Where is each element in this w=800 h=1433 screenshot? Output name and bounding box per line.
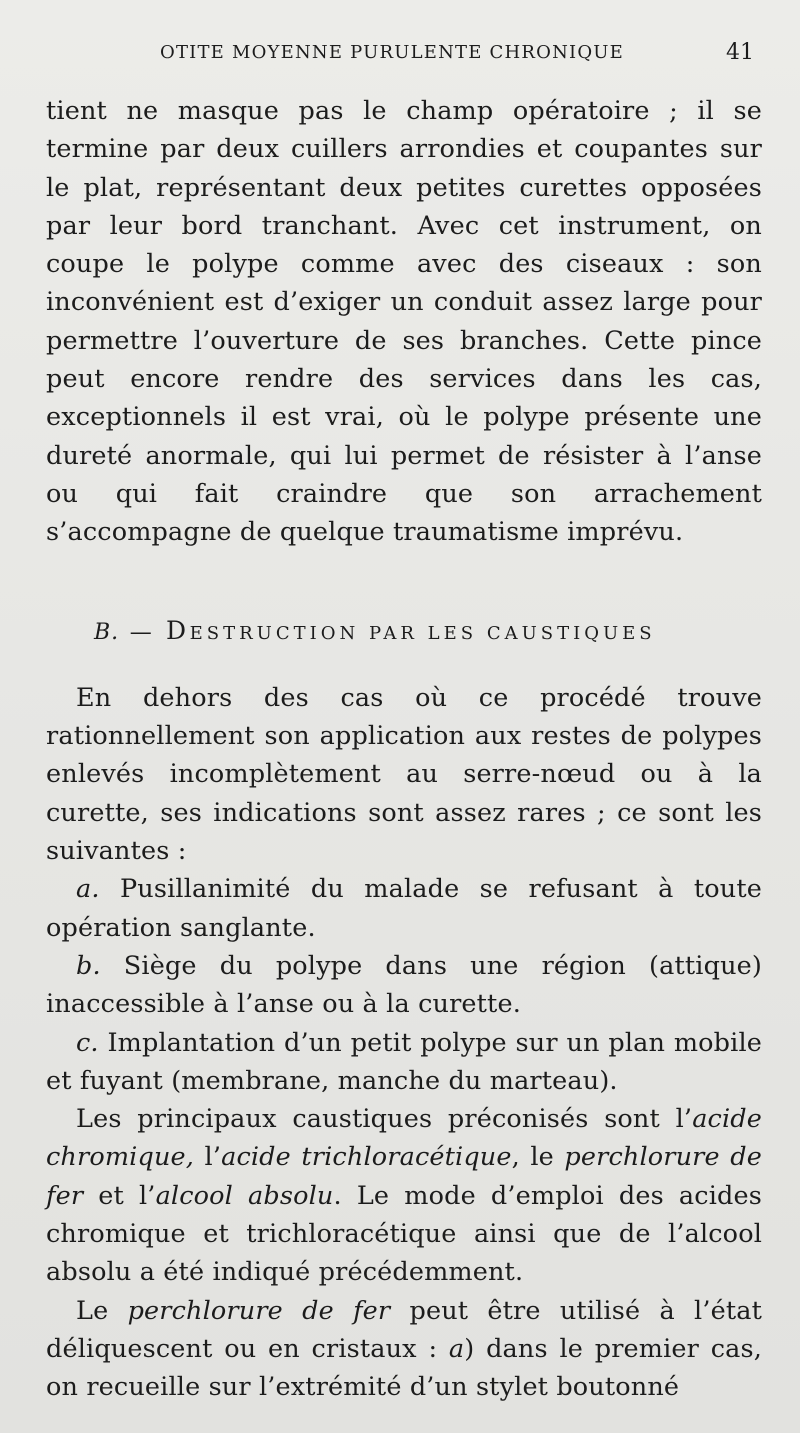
section-title-initial: D — [165, 615, 190, 645]
list-item-letter: b. — [76, 950, 101, 981]
body-text — [46, 92, 762, 1407]
list-item-text: Implantation d’un petit polype sur un plan mobile et fuyant (membrane, manche du marteau). — [46, 1027, 762, 1096]
section-dash: — — [119, 619, 166, 645]
paragraph-continued: tient ne masque pas le champ opératoire ; il se termine par deux cuillers arrondies et coupantes sur le plat, représentant deux petites curettes opposées par leur bord tranchant. Avec cet instrument, on coupe le polype comme avec des ciseaux : son inconvénient est d’exiger un conduit assez large pour permettre l’ouverture de ses branches. Cette pince peut encore rendre des services dans les cas, exceptionnels il est vrai, où le polype présente une dureté anormale, qui lui permet de résister à l’anse ou qui fait craindre que son arrachement s’accompagne de quelque traumatisme imprévu. — [46, 96, 762, 548]
list-item-text: Siège du polype dans une région (attique) inaccessible à l’anse ou à la curette. — [46, 950, 762, 1020]
list-item-letter: c. — [76, 1027, 99, 1058]
paragraph-perchlorure — [46, 1292, 762, 1407]
list-item-text: Pusillanimité du malade se refusant à toute opération sanglante. — [46, 874, 762, 943]
text-run: l’ — [194, 1142, 222, 1173]
text-run: Le — [76, 1295, 128, 1326]
emphasis-alcool-absolu: alcool absolu — [155, 1180, 334, 1211]
emphasis-acide-trichloracetique: acide trichloracétique — [221, 1142, 512, 1173]
list-item-letter: a. — [76, 874, 100, 905]
list-item — [46, 947, 762, 1024]
text-run: peut être utilisé à l’état déliquescent ou en cristaux : — [46, 1295, 762, 1364]
text-run: ) dans le premier cas, on recueille sur l’extrémité d’un stylet boutonné — [46, 1333, 762, 1403]
text-run: , le — [511, 1142, 565, 1173]
running-head — [0, 38, 800, 78]
list-item — [46, 1024, 762, 1101]
page-number: 41 — [726, 40, 754, 65]
list-item — [46, 870, 762, 947]
running-head-title: OTITE MOYENNE PURULENTE CHRONIQUE — [160, 42, 625, 63]
section-letter: B. — [94, 619, 120, 645]
text-run: . Le mode d’emploi des acides chromique et trichloracétique ainsi que de l’alcool absolu a été indiqué précédemment. — [46, 1180, 762, 1288]
text-run: Les principaux caustiques préconisés sont l’ — [76, 1104, 693, 1135]
emphasis-letter-a: a — [448, 1333, 465, 1364]
text-run: et l’ — [83, 1180, 156, 1211]
section-heading — [46, 612, 762, 653]
emphasis-acide-chromique: acide chromique, — [46, 1104, 762, 1173]
section-title-rest: ESTRUCTION PAR LES CAUSTIQUES — [189, 622, 656, 644]
paragraph-caustics — [46, 1100, 762, 1291]
emphasis-perchlorure-de-fer: perchlorure de fer — [127, 1295, 391, 1326]
emphasis-perchlorure-de-fer: perchlorure de fer — [46, 1142, 762, 1211]
paragraph-indications: En dehors des cas où ce procédé trouve rationnellement son application aux restes de polypes enlevés incomplètement au serre-nœud ou à la curette, ses indications sont assez rares ; ce sont les suivantes : — [46, 682, 762, 867]
